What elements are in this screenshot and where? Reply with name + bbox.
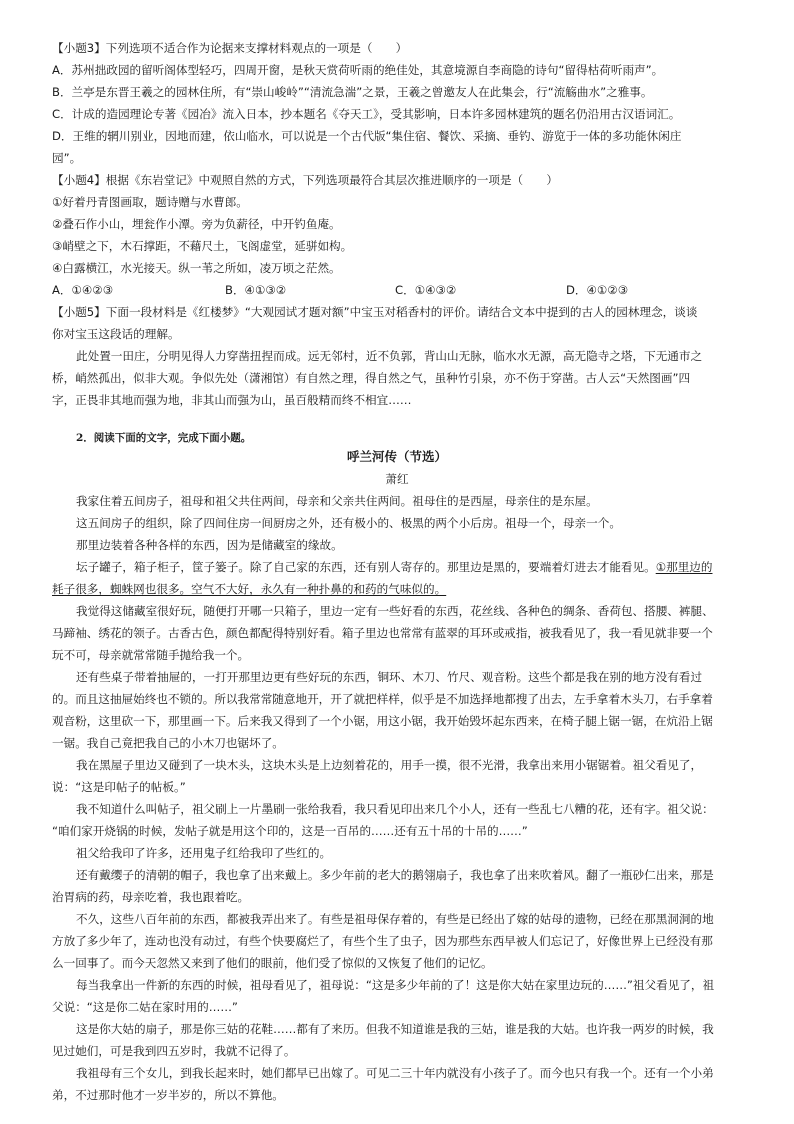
passage-line: 祖父给我印了许多，还用鬼子红给我印了些红的。 — [76, 846, 332, 860]
passage-line: 马蹄袖、绣花的领子。古香古色，颜色都配得特别好看。箱子里边也常常有蓝翠的耳环或戒指，被我看见了，我一看见就非要一个 — [52, 626, 713, 640]
passage-line: 还有些桌子带着抽屉的，一打开那里边更有些好玩的东西，铜环、木刀、竹尺、观音粉。这些个都是我在别的地方没有看过 — [76, 670, 703, 684]
question-3-option-d: D．王维的辋川别业，因地而建，依山临水，可以说是一个古代版“集住宿、餐饮、采摘、垂钓、游览于一体的多功能休闲庄 — [52, 129, 682, 143]
passage-line: 观音粉，这里砍一下，那里画一下。后来我又得到了一个小锯，用这小锯，我开始毁坏起东西来，在椅子腿上锯一锯，在炕沿上锯 — [52, 714, 713, 728]
question-5-stem: 【小题5】下面一段材料是《红楼梦》“大观园试才题对额”中宝玉对稻香村的评价。请结合文本中提到的古人的园林理念，谈谈 — [52, 305, 698, 319]
question-4-option-c: C．①④③② — [395, 283, 457, 297]
question-4-item-1: ①好着丹青图画取，题诗赠与水曹郎。 — [52, 195, 248, 209]
passage-line: 我不知道什么叫帖子，祖父刷上一片墨刷一张给我看，我只看见印出来几个小人，还有一些乱七八糟的花，还有字。祖父说： — [76, 802, 714, 816]
passage-line: 我在黑屋子里边又碰到了一块木头，这块木头是上边刻着花的，用手一摸，很不光滑，我拿出来用小锯锯着。祖父看见了， — [76, 758, 703, 772]
question-3-option-c: C．计成的造园理论专著《园冶》流入日本，抄本题名《夺天工》，受其影响，日本许多园林建筑的题名仍沿用古汉语词汇。 — [52, 107, 681, 121]
passage-line: 我家住着五间房子，祖母和祖父共住两间，母亲和父亲共住两间。祖母住的是西屋，母亲住的是东屋。 — [76, 494, 598, 508]
question-3-option-d-cont: 园”。 — [52, 151, 82, 165]
passage-line: 这是你大姑的扇子，那是你三姑的花鞋……都有了来历。但我不知道谁是我的三姑，谁是我的大姑。也许我一两岁的时候，我 — [76, 1022, 714, 1036]
question-3-stem: 【小题3】下列选项不适合作为论据来支撑材料观点的一项是（ ） — [52, 41, 408, 55]
passage-text: 坛子罐子，箱子柜子，筐子篓子。除了自己家的东西，还有别人寄存的。那里边是黑的，要端着灯进去才能看见。 — [76, 560, 656, 574]
passage-line: 见过她们，可是我到四五岁时，我就不记得了。 — [52, 1044, 296, 1058]
question-4-item-4: ④白露横江，水光接天。纵一苇之所如，凌万顷之茫然。 — [52, 261, 341, 275]
question-4-item-2: ②叠石作小山，埋瓮作小潭。旁为负薪径，中开钓鱼庵。 — [52, 217, 341, 231]
underlined-sentence-1-cont: 耗子很多，蜘蛛网也很多。空气不大好，永久有一种扑鼻的和药的气味似的。 — [52, 582, 447, 596]
question-5-quote-line: 此处置一田庄，分明见得人力穿凿扭捏而成。远无邻村，近不负郭，背山山无脉，临水水无源，高无隐寺之塔，下无通市之 — [76, 349, 703, 363]
passage-line: 玩不可，母亲就常常随手抛给我一个。 — [52, 648, 250, 662]
passage-title: 呼兰河传（节选） — [346, 449, 447, 464]
passage-line: 每当我拿出一件新的东西的时候，祖母看见了，祖母说：“这是多少年前的了！这是你大姑在家里边玩的……”祖父看见了，祖 — [76, 978, 715, 992]
passage-line: 说：“这是印帖子的帖板。” — [52, 780, 186, 794]
passage-author: 萧红 — [385, 472, 409, 486]
question-4-option-b: B．④①③② — [225, 283, 287, 297]
question-3-option-b: B．兰亭是东晋王羲之的园林住所，有“崇山峻岭”“清流急湍”之景，王羲之曾邀友人在此集会，行“流觞曲水”之雅事。 — [52, 85, 653, 99]
passage-line: 我祖母有三个女儿，到我长起来时，她们都早已出嫁了。可见二三十年内就没有小孩子了。而今也只有我一个。还有一个小弟 — [76, 1066, 714, 1080]
question-4-item-3: ③峭壁之下，木石撑距，不藉尺土，飞阁虚堂，延骈如构。 — [52, 239, 353, 253]
question-5-stem-cont: 你对宝玉这段话的理解。 — [52, 327, 180, 341]
question-3-option-a: A．苏州拙政园的留听阁体型轻巧，四周开窗，是秋天赏荷听雨的绝佳处，其意境源自李商隐的诗句“留得枯荷听雨声”。 — [52, 63, 664, 77]
passage-line: 这五间房子的组织，除了四间住房一间厨房之外，还有极小的、极黑的两个小后房。祖母一个，母亲一个。 — [76, 516, 621, 530]
passage-line: 不久，这些八百年前的东西，都被我弄出来了。有些是祖母保存着的，有些是已经出了嫁的姑母的遗物，已经在那黑洞洞的地 — [76, 912, 714, 926]
passage-line: 一锯。我自己竟把我自己的小木刀也锯坏了。 — [52, 736, 284, 750]
passage-line: 那里边装着各种各样的东西，因为是储藏室的缘故。 — [76, 538, 343, 552]
passage-line: 方放了多少年了，连动也没有动过，有些个快要腐烂了，有些个生了虫子，因为那些东西早被人们忘记了，好像世界上已经没有那 — [52, 934, 713, 948]
passage-line: 么一回事了。而今天忽然又来到了他们的眼前，他们受了惊似的又恢复了他们的记忆。 — [52, 956, 493, 970]
passage-line: 的。而且这抽屉始终也不锁的。所以我常常随意地开，开了就把样样，似乎是不加选择地都搜了出去，左手拿着木头刀，右手拿着 — [52, 692, 713, 706]
passage-line: 弟，不过那时他才一岁半岁的，所以不算他。 — [52, 1088, 284, 1102]
question-4-stem: 【小题4】根据《东岩堂记》中观照自然的方式，下列选项最符合其层次推进顺序的一项是（ ） — [52, 173, 558, 187]
question-4-option-a: A．①④②③ — [52, 283, 114, 297]
passage-line — [76, 559, 712, 575]
passage-line: 父说：“这是你二姑在家时用的……” — [52, 1000, 238, 1014]
question-5-quote-line: 桥，峭然孤出，似非大观。争似先处（潇湘馆）有自然之理，得自然之气，虽种竹引泉，亦不伤于穿凿。古人云“天然图画”四 — [52, 371, 691, 385]
passage-line: 我觉得这储藏室很好玩，随便打开哪一只箱子，里边一定有一些好看的东西，花丝线、各种色的绸条、香荷包、搭腰、裤腿、 — [76, 604, 714, 618]
question-5-quote-line: 字，正畏非其地而强为地，非其山而强为山，虽百般精而终不相宜…… — [52, 393, 412, 407]
underlined-sentence-1: ①那里边的 — [655, 560, 713, 574]
question-4-option-d: D．④①②③ — [566, 283, 629, 297]
passage-line: 治胃病的药，母亲吃着，我也跟着吃。 — [52, 890, 250, 904]
passage-line: “咱们家开烧锅的时候，发帖子就是用这个印的，这是一百吊的……还有五十吊的十吊的……” — [52, 824, 528, 838]
section-2-heading: 2．阅读下面的文字，完成下面小题。 — [76, 432, 252, 444]
passage-line: 还有戴缨子的清朝的帽子，我也拿了出来戴上。多少年前的老大的鹅翎扇子，我也拿了出来吹着风。翻了一瓶砂仁出来，那是 — [76, 868, 714, 882]
